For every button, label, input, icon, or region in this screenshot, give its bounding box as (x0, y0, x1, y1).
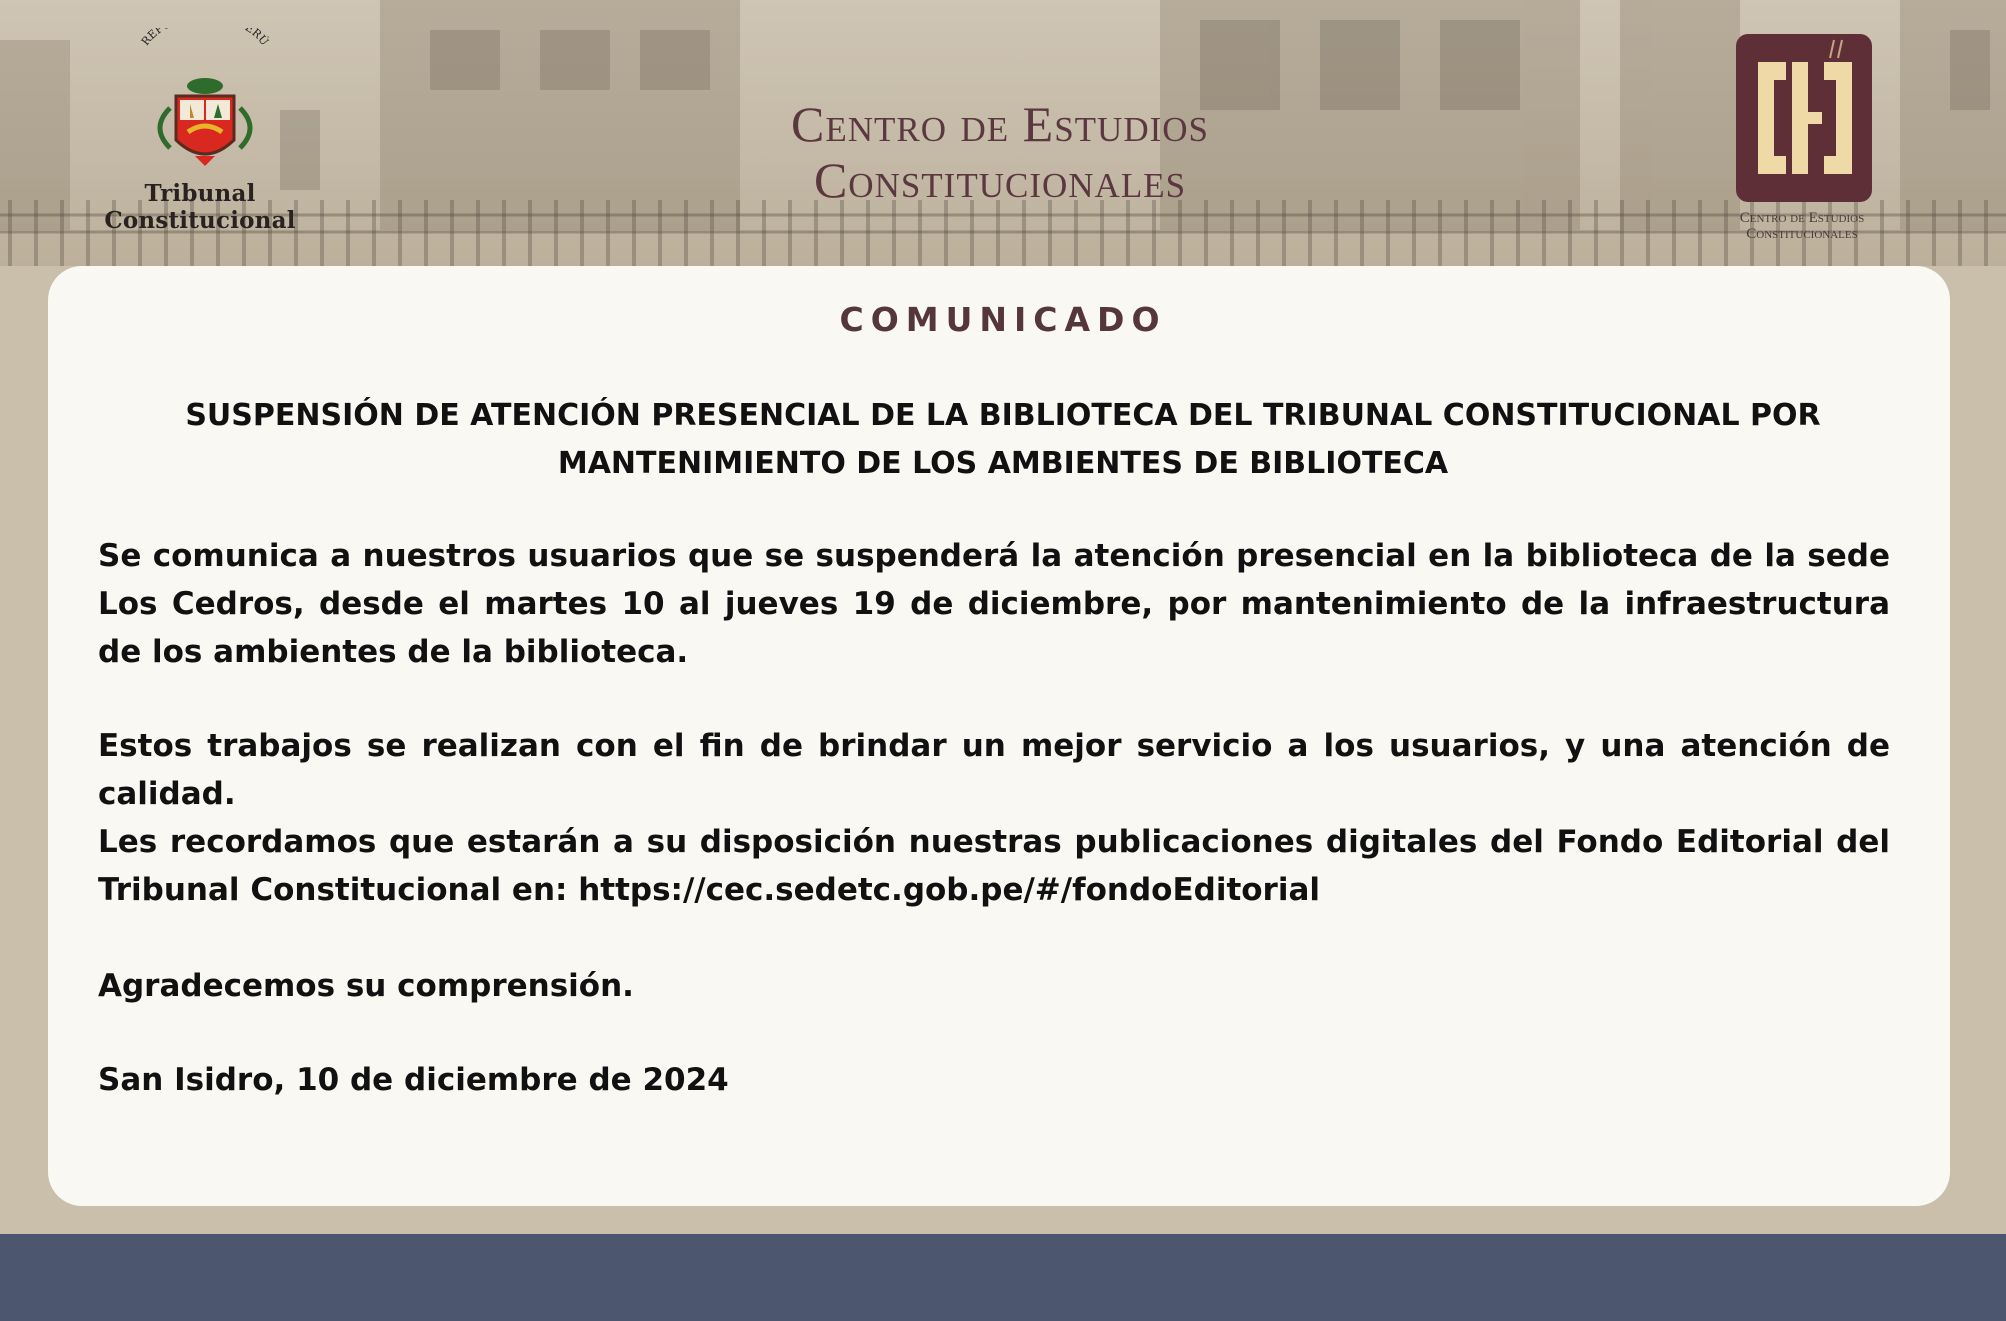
tribunal-constitucional-name: Tribunal Constitucional (104, 180, 296, 234)
title-line-1: Centro de Estudios (791, 96, 1209, 152)
peru-coat-of-arms-icon (70, 28, 330, 178)
notice-paragraph-4: Agradecemos su comprensión. (98, 968, 634, 1004)
header-banner (0, 0, 2006, 266)
notice-paragraph-1: Se comunica a nuestros usuarios que se suspenderá la atención presencial en la biblioteca de la sede Los Cedros, desde el martes 10 al jueves 19 de diciembre, por mantenimiento de la infraestructura de los ambientes de la biblioteca. (98, 538, 1890, 670)
notice-heading: COMUNICADO (839, 300, 1167, 339)
cec-logo (1722, 32, 1882, 247)
notice-paragraph-2: Estos trabajos se realizan con el fin de brindar un mejor servicio a los usuarios, y una atención de calidad. (98, 728, 1890, 812)
cec-monogram-icon (1722, 32, 1882, 204)
tribunal-constitucional-logo (70, 28, 330, 234)
notice-paragraph-3: Les recordamos que estarán a su disposición nuestras publicaciones digitales del Fondo Editorial del Tribunal Constitucional en: https://cec.sedetc.gob.pe/#/fondoEditorial (98, 824, 1890, 908)
page-title (740, 96, 1260, 208)
cec-name-line-1: Centro de Estudios (1739, 210, 1865, 226)
cec-name (1722, 210, 1882, 242)
notice-subject: SUSPENSIÓN DE ATENCIÓN PRESENCIAL DE LA BIBLIOTECA DEL TRIBUNAL CONSTITUCIONAL POR MANTENIMIENTO DE LOS AMBIENTES DE BIBLIOTECA (185, 398, 1821, 481)
notice-date: San Isidro, 10 de diciembre de 2024 (98, 1062, 729, 1098)
cec-name-line-2: Constitucionales (1746, 226, 1858, 242)
footer-band (0, 1234, 2006, 1321)
svg-text:REPÚBLICA DEL PERÚ: REP ERÚ (138, 28, 272, 49)
title-line-2: Constitucionales (813, 152, 1187, 208)
